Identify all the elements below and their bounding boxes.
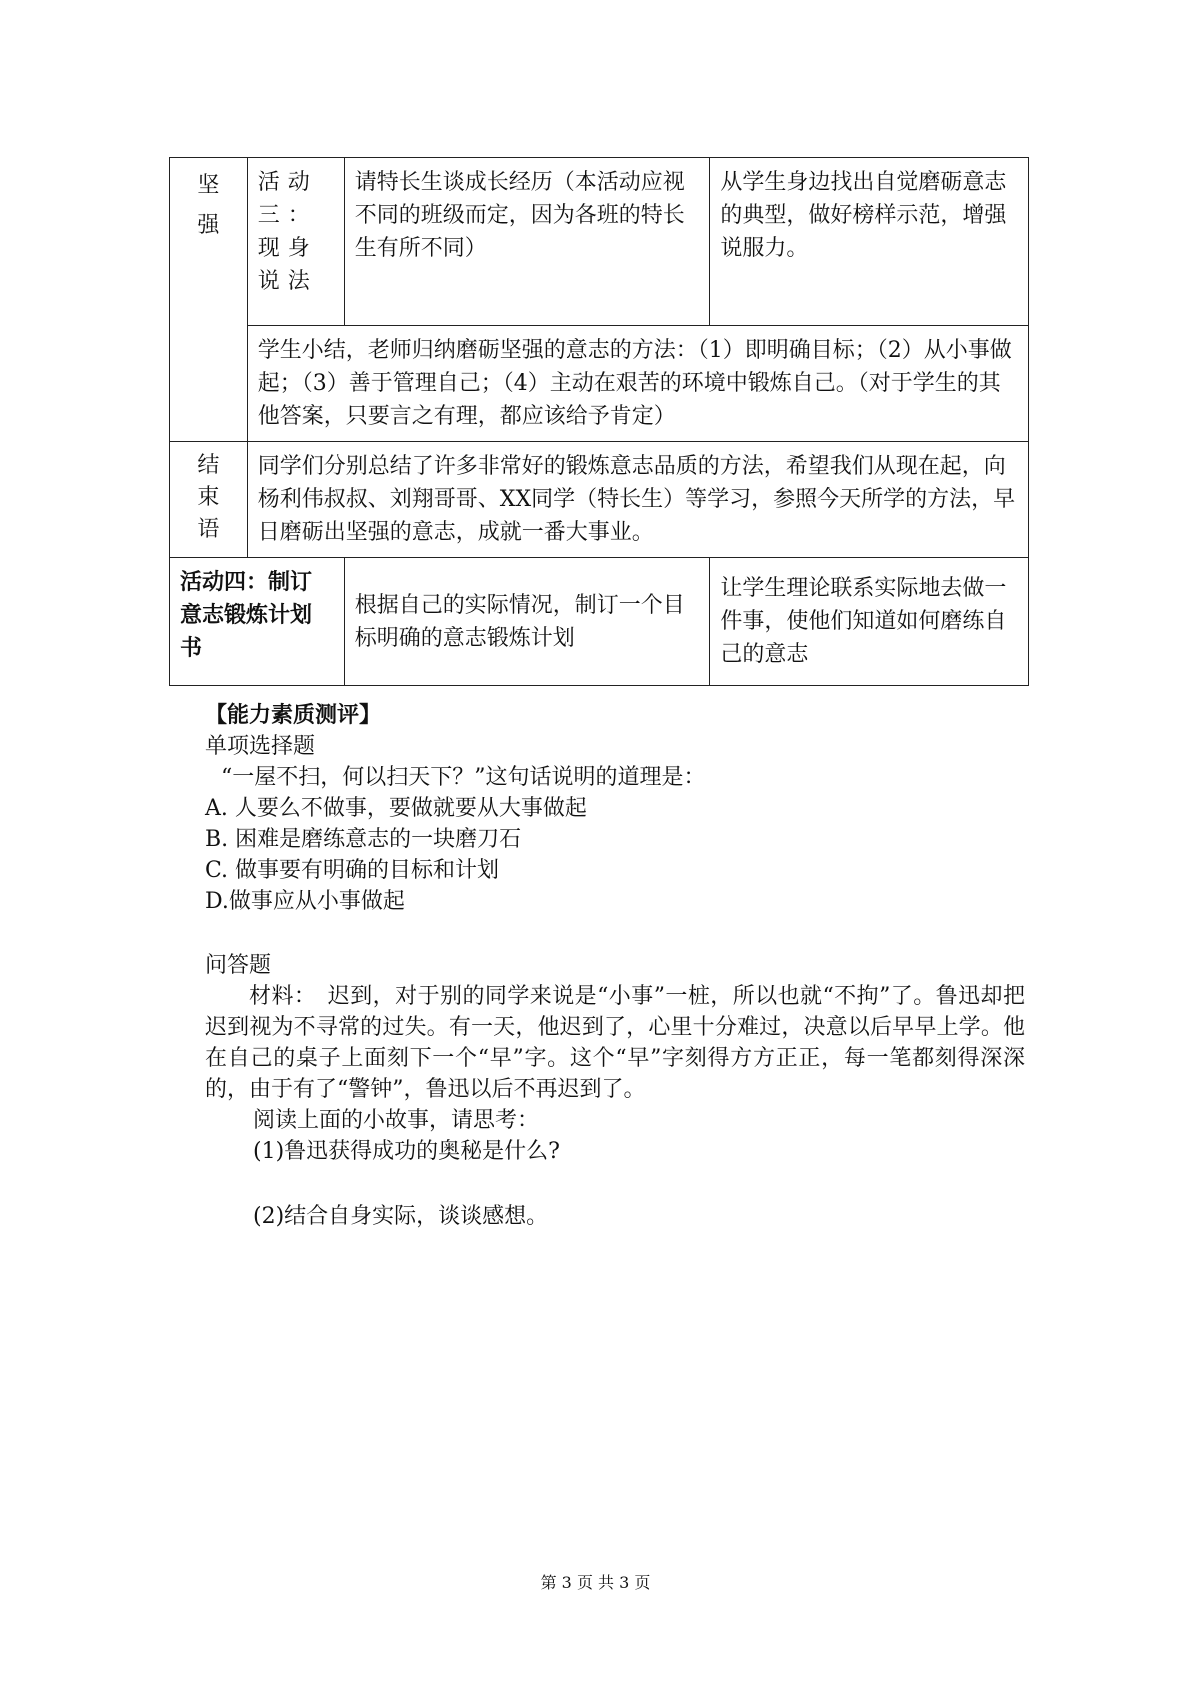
- content-cell: 根据自己的实际情况，制订一个目标明确的意志锻炼计划: [344, 558, 710, 686]
- summary-cell: 学生小结，老师归纳磨砺坚强的意志的方法：（1）即明确目标；（2）从小事做起；（3）善于管理自己；（4）主动在艰苦的环境中锻炼自己。（对于学生的其他答案，只要言之有理，都应该给予肯定）: [247, 326, 1028, 442]
- side-label-cell: [170, 158, 248, 442]
- qa-title: 问答题: [205, 953, 272, 978]
- question-2: (2)结合自身实际，谈谈感想。: [253, 1204, 549, 1229]
- closing-label-char: 束: [197, 485, 220, 510]
- option-a: A. 人要么不做事，要做就要从大事做起: [205, 796, 587, 821]
- qa-section: [205, 950, 1025, 1232]
- activity-cell: 活动三：现身说法: [247, 158, 344, 326]
- reading-prompt: 阅读上面的小故事，请思考：: [253, 1108, 540, 1133]
- table-row: [170, 158, 1029, 326]
- page-footer: 第 3 页 共 3 页: [540, 1573, 651, 1592]
- option-b: B. 困难是磨练意志的一块磨刀石: [205, 827, 522, 852]
- purpose-cell: 让学生理论联系实际地去做一件事，使他们知道如何磨练自己的意志: [710, 558, 1029, 686]
- purpose-cell: 从学生身边找出自觉磨砺意志的典型，做好榜样示范，增强说服力。: [710, 158, 1029, 326]
- option-d: D.做事应从小事做起: [205, 889, 405, 914]
- activity-cell: 活动四：制订意志锻炼计划书: [170, 558, 345, 686]
- material-label: 材料：: [249, 984, 306, 1009]
- question-1: (1)鲁迅获得成功的奥秘是什么?: [253, 1139, 560, 1164]
- material-text: 迟到，对于别的同学来说是“小事”一桩，所以也就“不拘”了。鲁迅却把迟到视为不寻常的过失。有一天，他迟到了，心里十分难过，决意以后早早上学。他在自己的桌子上面刻下一个“早”字。这个“早”字刻得方方正正，每一笔都刻得深深的，由于有了“警钟”，鲁迅以后不再迟到了。: [205, 984, 1025, 1102]
- side-label-char: 强: [197, 213, 220, 238]
- closing-cell: 同学们分别总结了许多非常好的锻炼意志品质的方法，希望我们从现在起，向杨利伟叔叔、刘翔哥哥、XX同学（特长生）等学习，参照今天所学的方法，早日磨砺出坚强的意志，成就一番大事业。: [247, 442, 1028, 558]
- question-text: “一屋不扫，何以扫天下？”这句话说明的道理是：: [221, 765, 706, 790]
- content-cell: 请特长生谈成长经历（本活动应视不同的班级而定，因为各班的特长生有所不同）: [344, 158, 710, 326]
- closing-label-char: 语: [197, 517, 220, 542]
- table-row: [170, 558, 1029, 686]
- material-paragraph: [205, 981, 1025, 1105]
- side-label-char: 坚: [197, 173, 220, 198]
- single-choice-title: 单项选择题: [205, 734, 316, 759]
- table-row: [170, 442, 1029, 558]
- closing-label-cell: [170, 442, 248, 558]
- table-row: [170, 326, 1029, 442]
- closing-label-char: 结: [197, 453, 220, 478]
- assessment-section: [205, 700, 1025, 917]
- lesson-plan-table: [169, 157, 1029, 686]
- section-heading: 【能力素质测评】: [205, 702, 382, 728]
- option-c: C. 做事要有明确的目标和计划: [205, 858, 500, 883]
